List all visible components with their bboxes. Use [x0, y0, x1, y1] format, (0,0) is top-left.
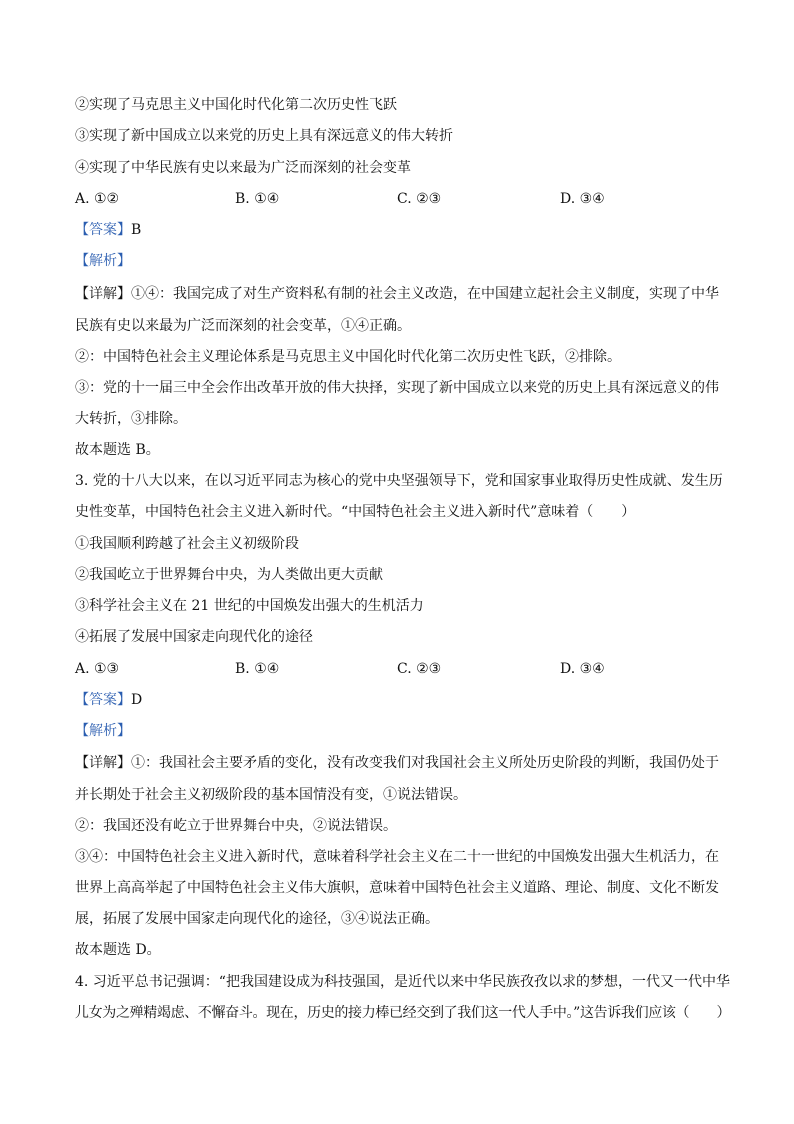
q2-item-4: ④实现了中华民族有史以来最为广泛而深刻的社会变革 [75, 160, 411, 176]
q2-options [75, 190, 725, 208]
q3-options [75, 660, 725, 678]
q2-answer [75, 221, 141, 239]
q2-item-2: ②实现了马克思主义中国化时代化第二次历史性飞跃 [75, 97, 397, 113]
q3-item-3: ③科学社会主义在 21 世纪的中国焕发出强大的生机活力 [75, 598, 424, 614]
q3-analysis [75, 722, 131, 740]
q2-detail-line-2: 民族有史以来最为广泛而深刻的社会变革，①④正确。 [75, 318, 411, 334]
q3-item-1: ①我国顺利跨越了社会主义初级阶段 [75, 536, 299, 552]
q2-detail-line-1 [75, 285, 719, 303]
q3-detail-line-3: ②：我国还没有屹立于世界舞台中央，②说法错误。 [75, 818, 397, 834]
q3-option-c: C. ②③ [397, 661, 442, 677]
q4-stem-line-1: 4. 习近平总书记强调：“把我国建设成为科技强国，是近代以来中华民族孜孜以求的梦想，一代又一代中华 [75, 974, 730, 990]
q2-answer-tag: 【答案】 [75, 222, 131, 238]
q2-detail-line-5: 大转折，③排除。 [75, 411, 187, 427]
q3-stem-line-1: 3. 党的十八大以来，在以习近平同志为核心的党中央坚强领导下，党和国家事业取得历史性成就、发生历 [75, 473, 723, 489]
q2-option-b: B. ①④ [235, 191, 280, 207]
q2-detail-line-3: ②：中国特色社会主义理论体系是马克思主义中国化时代化第二次历史性飞跃，②排除。 [75, 349, 621, 365]
q3-analysis-tag: 【解析】 [75, 723, 131, 739]
q3-option-d: D. ③④ [560, 661, 605, 677]
q3-answer-tag: 【答案】 [75, 692, 131, 708]
q3-detail-line-5: 世界上高高举起了中国特色社会主义伟大旗帜，意味着中国特色社会主义道路、理论、制度、文化不断发 [75, 880, 719, 896]
q3-detail-tag: 【详解】 [75, 755, 131, 771]
q2-detail-tag: 【详解】 [75, 286, 131, 302]
q3-option-a: A. ①③ [75, 661, 120, 677]
q2-analysis [75, 252, 131, 270]
q3-detail-line-2: 并长期处于社会主义初级阶段的基本国情没有变，①说法错误。 [75, 787, 467, 803]
q3-detail-line-6: 展，拓展了发展中国家走向现代化的途径，③④说法正确。 [75, 911, 439, 927]
q2-answer-value: B [131, 222, 142, 238]
q2-option-a: A. ①② [75, 191, 120, 207]
q3-answer [75, 691, 142, 709]
q4-stem-line-2: 儿女为之殚精竭虑、不懈奋斗。现在，历史的接力棒已经交到了我们这一代人手中。”这告诉我们应该（ ） [75, 1005, 731, 1021]
q2-option-d: D. ③④ [560, 191, 605, 207]
q3-stem-line-2: 史性变革，中国特色社会主义进入新时代。“中国特色社会主义进入新时代”意味着（ ） [75, 504, 636, 520]
q3-item-2: ②我国屹立于世界舞台中央，为人类做出更大贡献 [75, 567, 383, 583]
q3-item-4: ④拓展了发展中国家走向现代化的途径 [75, 629, 313, 645]
q2-detail-text-1: ①④：我国完成了对生产资料私有制的社会主义改造，在中国建立起社会主义制度，实现了中华 [131, 286, 719, 302]
q3-answer-value: D [131, 692, 143, 708]
q2-option-c: C. ②③ [397, 191, 442, 207]
q2-detail-line-4: ③：党的十一届三中全会作出改革开放的伟大抉择，实现了新中国成立以来党的历史上具有深远意义的伟 [75, 380, 719, 396]
q3-conclusion: 故本题选 D。 [75, 942, 161, 958]
q3-detail-line-4: ③④：中国特色社会主义进入新时代，意味着科学社会主义在二十一世纪的中国焕发出强大生机活力，在 [75, 849, 719, 865]
q2-conclusion: 故本题选 B。 [75, 442, 160, 458]
q2-item-3: ③实现了新中国成立以来党的历史上具有深远意义的伟大转折 [75, 128, 453, 144]
q3-option-b: B. ①④ [235, 661, 280, 677]
q3-detail-line-1 [75, 754, 719, 772]
q3-detail-text-1: ①：我国社会主要矛盾的变化，没有改变我们对我国社会主义所处历史阶段的判断，我国仍处于 [131, 755, 719, 771]
q2-analysis-tag: 【解析】 [75, 253, 131, 269]
